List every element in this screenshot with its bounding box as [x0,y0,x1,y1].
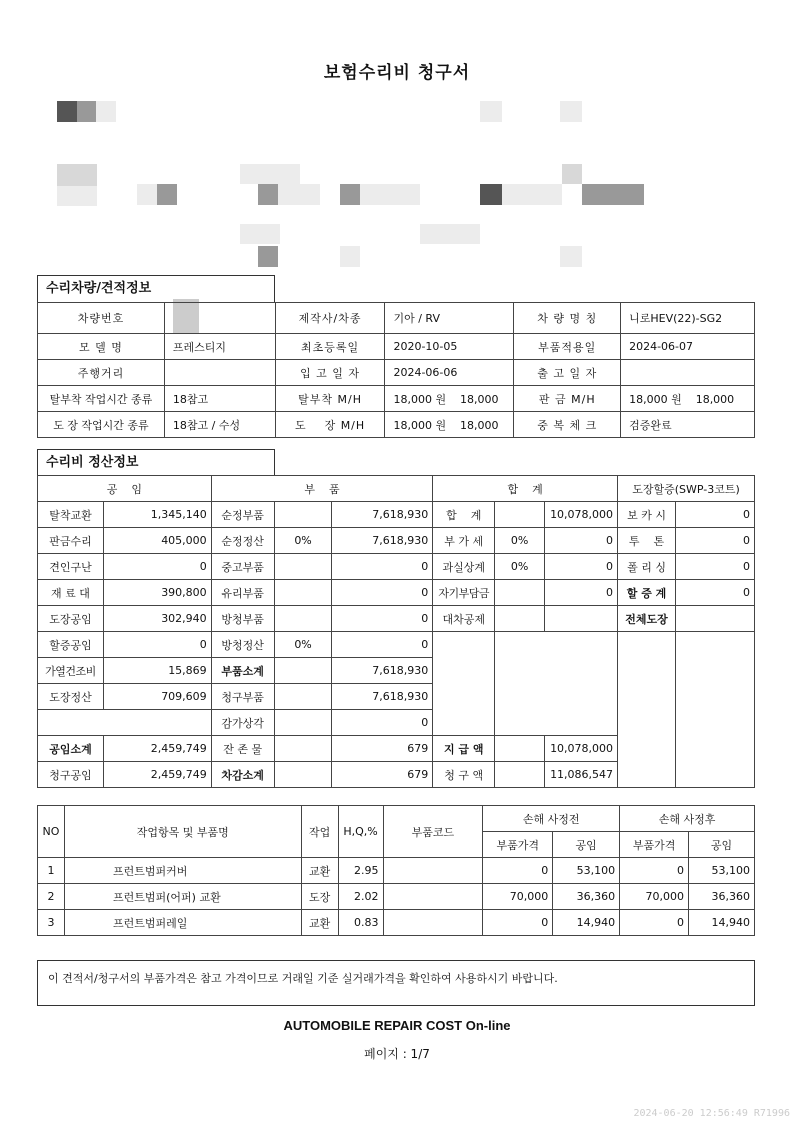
labor-label: 도장공임 [38,606,104,632]
total-label: 부 가 세 [433,528,495,554]
entry-date-label: 입 고 일 자 [275,360,385,386]
settlement-row [38,554,755,580]
parts-label: 순정부품 [211,502,274,528]
empty-cell [676,632,755,788]
settlement-row [38,632,755,658]
after-labor: 53,100 [689,858,755,884]
surcharge-value: 0 [676,502,755,528]
parts-subtotal-label: 부품소계 [211,658,274,684]
labor-header: 공임 [553,832,620,858]
after-part-price: 70,000 [620,884,689,910]
empty-cell [495,632,618,736]
model-value: 프레스티지 [164,334,275,360]
settlement-row [38,580,755,606]
empty-cell [38,710,212,736]
parts-rate [274,710,332,736]
vehicle-row [38,386,755,412]
parts-rate: 0% [274,632,332,658]
model-label: 모 델 명 [38,334,165,360]
release-date-value [621,360,755,386]
maker-value: 기아 / RV [385,303,514,334]
mileage-label: 주행거리 [38,360,165,386]
mileage-value [164,360,275,386]
parts-value: 679 [332,762,433,788]
parts-date-value: 2024-06-07 [621,334,755,360]
total-rate [495,502,545,528]
settlement-row [38,502,755,528]
footer-brand: AUTOMOBILE REPAIR COST On-line [283,1018,511,1033]
labor-header: 공임 [689,832,755,858]
total-value: 0 [545,580,618,606]
vehicle-name-label: 차 량 명 칭 [514,303,621,334]
part-code [383,858,483,884]
parts-value: 0 [332,710,433,736]
paint-mh-value: 18,000 원 18,000 [385,412,514,438]
parts-label: 순정정산 [211,528,274,554]
sheet-metal-mh-label: 판 금 M/H [514,386,621,412]
page-number: 페이지 : 1/7 [364,1047,430,1061]
claim-value: 11,086,547 [545,762,618,788]
payment-label: 지 급 액 [433,736,495,762]
first-registration-value: 2020-10-05 [385,334,514,360]
total-value [545,606,618,632]
price-notice: 이 견적서/청구서의 부품가격은 참고 가격이므로 거래일 기준 실거래가격을 확인하여 사용하시기 바랍니다. [37,960,755,1006]
total-rate: 0% [495,554,545,580]
document-title: 보험수리비 청구서 [323,63,471,83]
removal-mh-label: 탈부착 M/H [275,386,385,412]
hq-value: 2.95 [338,858,383,884]
full-paint-label: 전체도장 [618,606,676,632]
work-type: 도장 [301,884,338,910]
before-part-price: 70,000 [483,884,553,910]
surcharge-value: 0 [676,528,755,554]
part-code-header: 부품코드 [383,806,483,858]
settlement-header-row [38,476,755,502]
settlement-row [38,606,755,632]
labor-label: 탈착교환 [38,502,104,528]
labor-value: 0 [103,632,211,658]
surcharge-total-label: 할 증 계 [618,580,676,606]
parts-rate: 0% [274,528,332,554]
parts-value: 679 [332,736,433,762]
labor-value: 2,459,749 [103,736,211,762]
parts-rate [274,658,332,684]
parts-header: 부 품 [211,476,433,502]
row-no: 1 [38,858,65,884]
labor-label: 도장정산 [38,684,104,710]
surcharge-label: 폴 리 싱 [618,554,676,580]
part-code [383,910,483,936]
parts-rate [274,736,332,762]
total-rate [495,580,545,606]
removal-time-type-value: 18참고 [164,386,275,412]
total-label: 대차공제 [433,606,495,632]
parts-label: 유리부품 [211,580,274,606]
work-type: 교환 [301,910,338,936]
total-rate [495,736,545,762]
vehicle-row [38,412,755,438]
settlement-section-title: 수리비 정산정보 [37,449,275,476]
paint-time-type-value: 18참고 / 수성 [164,412,275,438]
before-assessment-header: 손해 사정전 [483,806,620,832]
after-labor: 14,940 [689,910,755,936]
parts-value: 7,618,930 [332,528,433,554]
duplicate-check-value: 검증완료 [621,412,755,438]
vehicle-number-value [164,303,275,334]
work-item-row [38,910,755,936]
before-labor: 36,360 [553,884,620,910]
removal-time-type-label: 탈부착 작업시간 종류 [38,386,165,412]
row-no: 3 [38,910,65,936]
hq-value: 2.02 [338,884,383,910]
part-code [383,884,483,910]
redacted-plate [173,299,199,333]
parts-label: 잔 존 물 [211,736,274,762]
total-value: 10,078,000 [545,502,618,528]
parts-label: 청구부품 [211,684,274,710]
settlement-row [38,528,755,554]
total-value: 0 [545,528,618,554]
before-part-price: 0 [483,910,553,936]
total-value: 0 [545,554,618,580]
vehicle-section-title: 수리차량/견적정보 [37,275,275,302]
before-labor: 53,100 [553,858,620,884]
labor-value: 709,609 [103,684,211,710]
labor-value: 15,869 [103,658,211,684]
empty-cell [433,632,495,736]
parts-rate [274,606,332,632]
deduction-subtotal-label: 차감소계 [211,762,274,788]
payment-value: 10,078,000 [545,736,618,762]
parts-rate [274,762,332,788]
print-timestamp: 2024-06-20 12:56:49 R71996 [633,1108,790,1119]
work-header: 작업 [301,806,338,858]
labor-value: 302,940 [103,606,211,632]
parts-value: 7,618,930 [332,658,433,684]
before-labor: 14,940 [553,910,620,936]
vehicle-info-table [37,302,755,438]
surcharge-label: 보 카 시 [618,502,676,528]
parts-value: 0 [332,580,433,606]
work-header-row [38,806,755,832]
after-labor: 36,360 [689,884,755,910]
vehicle-number-label: 차량번호 [38,303,165,334]
parts-date-label: 부품적용일 [514,334,621,360]
work-item-row [38,858,755,884]
claim-label: 청 구 액 [433,762,495,788]
work-type: 교환 [301,858,338,884]
labor-label: 청구공임 [38,762,104,788]
parts-value: 7,618,930 [332,684,433,710]
total-rate [495,762,545,788]
empty-cell [618,632,676,788]
entry-date-value: 2024-06-06 [385,360,514,386]
labor-header: 공 임 [38,476,212,502]
parts-value: 0 [332,606,433,632]
after-assessment-header: 손해 사정후 [620,806,755,832]
parts-rate [274,554,332,580]
labor-label: 견인구난 [38,554,104,580]
vehicle-name-value: 니로HEV(22)-SG2 [621,303,755,334]
labor-value: 2,459,749 [103,762,211,788]
work-items-table [37,805,755,936]
settlement-table [37,475,755,788]
part-price-header: 부품가격 [483,832,553,858]
release-date-label: 출 고 일 자 [514,360,621,386]
labor-label: 판금수리 [38,528,104,554]
labor-subtotal-label: 공임소계 [38,736,104,762]
after-part-price: 0 [620,858,689,884]
labor-value: 390,800 [103,580,211,606]
labor-value: 0 [103,554,211,580]
vehicle-row [38,303,755,334]
total-header: 합 계 [433,476,618,502]
labor-value: 405,000 [103,528,211,554]
labor-label: 가열건조비 [38,658,104,684]
hq-header: H,Q,% [338,806,383,858]
paint-mh-label: 도 장 M/H [275,412,385,438]
surcharge-value [676,606,755,632]
vehicle-row [38,360,755,386]
no-header: NO [38,806,65,858]
labor-value: 1,345,140 [103,502,211,528]
parts-value: 0 [332,554,433,580]
paint-time-type-label: 도 장 작업시간 종류 [38,412,165,438]
item-header: 작업항목 및 부품명 [64,806,301,858]
surcharge-value: 0 [676,554,755,580]
item-name: 프런트범퍼커버 [64,858,301,884]
parts-label: 감가상각 [211,710,274,736]
total-label: 합 계 [433,502,495,528]
parts-label: 방청부품 [211,606,274,632]
surcharge-value: 0 [676,580,755,606]
removal-mh-value: 18,000 원 18,000 [385,386,514,412]
before-part-price: 0 [483,858,553,884]
labor-label: 재 료 대 [38,580,104,606]
parts-rate [274,580,332,606]
labor-label: 할증공임 [38,632,104,658]
row-no: 2 [38,884,65,910]
item-name: 프런트범퍼(어퍼) 교환 [64,884,301,910]
paint-surcharge-header: 도장할증(SWP-3코트) [618,476,755,502]
first-registration-label: 최초등록일 [275,334,385,360]
vehicle-row [38,334,755,360]
parts-rate [274,684,332,710]
duplicate-check-label: 중 복 체 크 [514,412,621,438]
parts-rate [274,502,332,528]
parts-value: 7,618,930 [332,502,433,528]
hq-value: 0.83 [338,910,383,936]
work-item-row [38,884,755,910]
total-rate: 0% [495,528,545,554]
parts-label: 방청정산 [211,632,274,658]
maker-label: 제작사/차종 [275,303,385,334]
item-name: 프런트범퍼레일 [64,910,301,936]
total-label: 자기부담금 [433,580,495,606]
total-label: 과실상계 [433,554,495,580]
after-part-price: 0 [620,910,689,936]
parts-value: 0 [332,632,433,658]
parts-label: 중고부품 [211,554,274,580]
surcharge-label: 투 톤 [618,528,676,554]
part-price-header: 부품가격 [620,832,689,858]
total-rate [495,606,545,632]
sheet-metal-mh-value: 18,000 원 18,000 [621,386,755,412]
